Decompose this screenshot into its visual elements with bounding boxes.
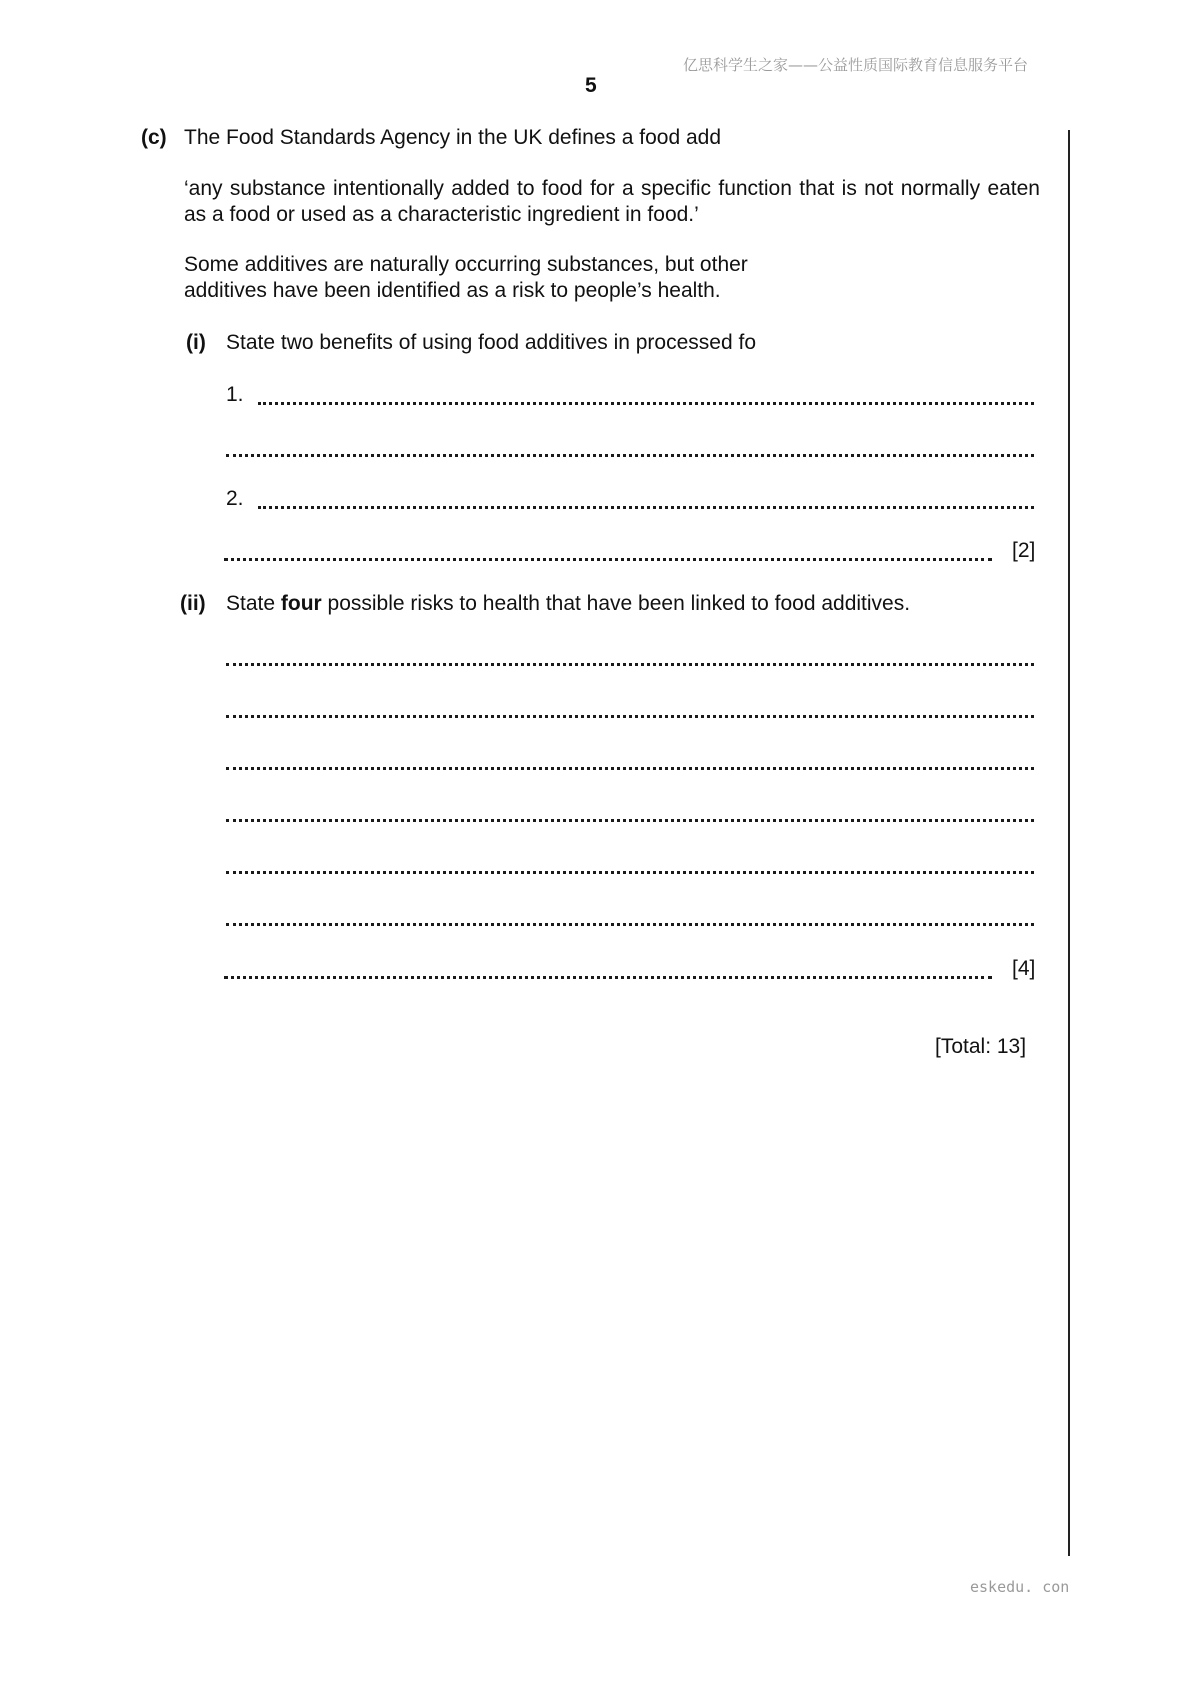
part-ii-prompt-start: State (226, 592, 281, 615)
context-line-2: additives have been identified as a risk to people’s health. (184, 279, 721, 302)
answer-item-1-number: 1. (226, 383, 244, 406)
answer-line[interactable] (226, 871, 1034, 874)
question-c-intro: The Food Standards Agency in the UK defines a food add (184, 126, 722, 149)
part-i-marks: [2] (1012, 539, 1036, 562)
header-watermark: 亿思科学生之家——公益性质国际教育信息服务平台 (683, 56, 1029, 74)
part-i-prompt: State two benefits of using food additives in processed fo (226, 331, 756, 354)
answer-line[interactable] (226, 923, 1034, 926)
answer-line[interactable] (226, 663, 1034, 666)
page-number: 5 (585, 74, 597, 97)
part-ii-prompt (226, 591, 910, 617)
footer-watermark: eskedu. con (970, 1578, 1070, 1596)
answer-line[interactable] (226, 715, 1034, 718)
answer-line[interactable] (226, 767, 1034, 770)
answer-line[interactable] (258, 506, 1034, 509)
question-c-label: (c) (141, 126, 167, 149)
margin-rule (1068, 130, 1070, 1556)
answer-line[interactable] (226, 819, 1034, 822)
answer-line[interactable] (224, 558, 992, 561)
part-i-label: (i) (186, 331, 206, 354)
part-ii-prompt-end: possible risks to health that have been linked to food additives. (321, 592, 911, 615)
question-total: [Total: 13] (935, 1035, 1027, 1058)
answer-item-2-number: 2. (226, 487, 244, 510)
definition-quote: ‘any substance intentionally added to food for a specific function that is not normally eaten as a food or used as a characteristic ingredient in food.’ (184, 177, 1040, 226)
part-ii-marks: [4] (1012, 957, 1036, 980)
answer-line[interactable] (258, 402, 1034, 405)
part-ii-prompt-emphasis: four (280, 592, 322, 615)
context-line-1: Some additives are naturally occurring substances, but other (184, 253, 748, 276)
part-ii-label: (ii) (180, 592, 206, 615)
answer-line[interactable] (226, 454, 1034, 457)
answer-line[interactable] (224, 976, 992, 979)
